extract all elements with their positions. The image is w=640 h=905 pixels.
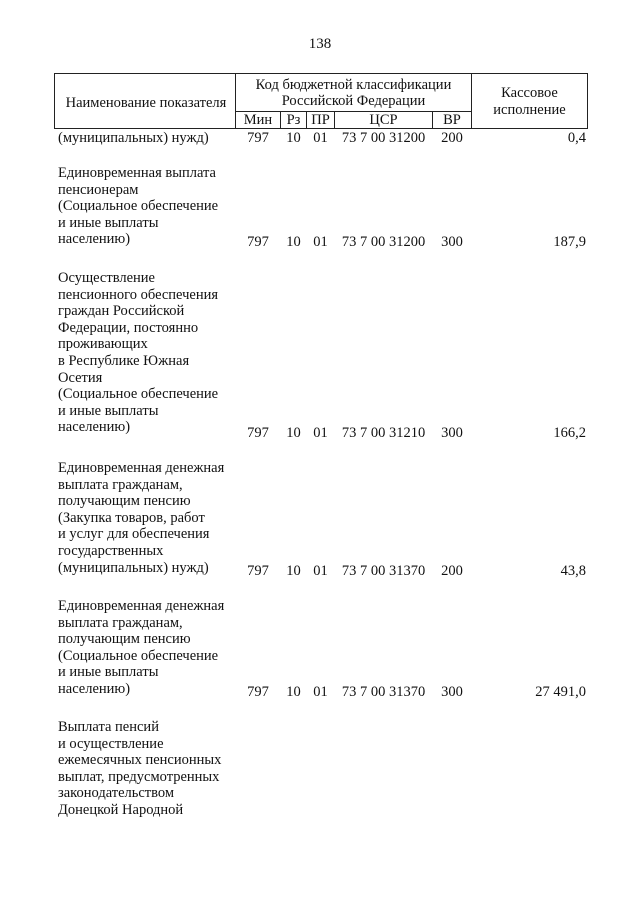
row-vr: 300 <box>441 234 463 250</box>
row-pr: 01 <box>313 234 328 250</box>
row-csr: 73 7 00 31200 <box>341 234 426 250</box>
row-amount: 27 491,0 <box>535 684 586 700</box>
row-min: 797 <box>247 563 269 579</box>
row-csr: 73 7 00 31370 <box>341 684 426 700</box>
row-vr: 200 <box>441 563 463 579</box>
row-amount: 187,9 <box>553 234 586 250</box>
header-col-min: Мин <box>243 112 273 128</box>
row-csr: 73 7 00 31200 <box>341 130 426 146</box>
header-left-border <box>54 73 55 129</box>
header-col-rz: Рз <box>286 112 301 128</box>
row-csr: 73 7 00 31370 <box>341 563 426 579</box>
row-amount: 43,8 <box>560 563 586 579</box>
header-code-group-line1: Код бюджетной классификации <box>255 77 452 93</box>
row-rz: 10 <box>286 563 301 579</box>
row-rz: 10 <box>286 425 301 441</box>
row-pr: 01 <box>313 563 328 579</box>
row-pr: 01 <box>313 130 328 146</box>
header-exec-line1: Кассовое <box>501 85 558 101</box>
row-csr: 73 7 00 31210 <box>341 425 426 441</box>
header-right-border <box>587 73 588 129</box>
row-name: (муниципальных) нужд) <box>58 130 209 146</box>
page-number: 138 <box>308 36 332 52</box>
header-col-vr: ВР <box>443 112 461 128</box>
row-vr: 200 <box>441 130 463 146</box>
header-col-pr: ПР <box>311 112 330 128</box>
header-top-border <box>54 73 588 74</box>
header-col-csr: ЦСР <box>369 112 398 128</box>
row-name: Выплата пенсий и осуществление ежемесячных пенсионных выплат, предусмотренных законодательством Донецкой Народной <box>58 719 222 818</box>
table-header <box>54 73 588 129</box>
row-name: Единовременная выплата пенсионерам (Социальное обеспечение и иные выплаты населению) <box>58 165 219 248</box>
row-amount: 166,2 <box>553 425 586 441</box>
row-name: Осуществление пенсионного обеспечения граждан Российской Федерации, постоянно проживающих в Республике Южная Осетия (Социальное обеспечение и иные выплаты населению) <box>58 270 219 436</box>
row-pr: 01 <box>313 684 328 700</box>
header-divider-exec <box>471 73 472 129</box>
row-amount: 0,4 <box>567 130 586 146</box>
row-min: 797 <box>247 130 269 146</box>
row-rz: 10 <box>286 130 301 146</box>
row-name: Единовременная денежная выплата гражданам, получающим пенсию (Закупка товаров, работ и услуг для обеспечения государственных (муниципальных) нужд) <box>58 460 225 576</box>
header-bottom-border <box>54 128 588 129</box>
header-name-column: Наименование показателя <box>65 95 227 111</box>
row-min: 797 <box>247 684 269 700</box>
row-min: 797 <box>247 425 269 441</box>
row-rz: 10 <box>286 234 301 250</box>
row-vr: 300 <box>441 425 463 441</box>
header-code-group-line2: Российской Федерации <box>281 93 426 109</box>
row-pr: 01 <box>313 425 328 441</box>
row-name: Единовременная денежная выплата гражданам, получающим пенсию (Социальное обеспечение и иные выплаты населению) <box>58 598 225 697</box>
header-exec-line2: исполнение <box>493 102 566 118</box>
row-rz: 10 <box>286 684 301 700</box>
row-vr: 300 <box>441 684 463 700</box>
row-min: 797 <box>247 234 269 250</box>
